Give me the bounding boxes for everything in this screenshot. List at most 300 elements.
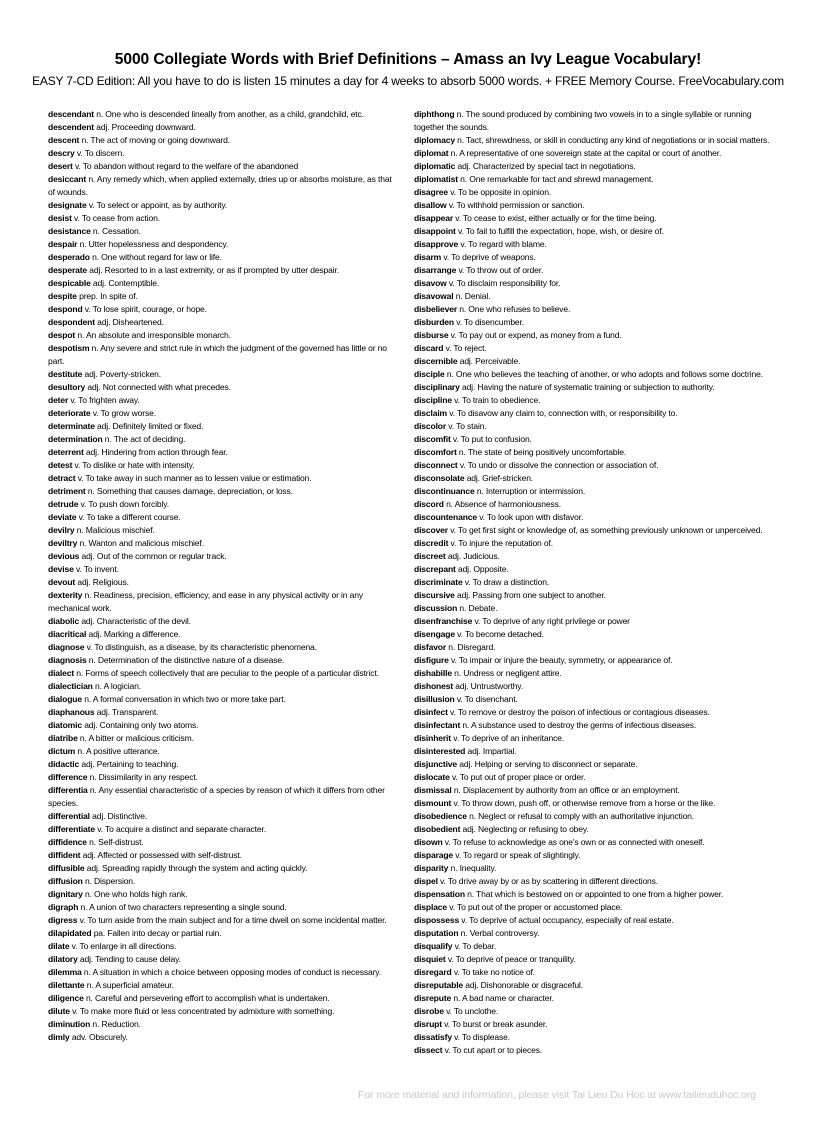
glossary-entry (414, 810, 770, 823)
entry-term: despite (48, 291, 77, 301)
entry-definition: v. To grow worse. (92, 408, 156, 418)
entry-term: designate (48, 200, 87, 210)
entry-definition: v. To cease to exist, either actually or for the time being. (455, 213, 657, 223)
entry-definition: v. To draw a distinction. (464, 577, 550, 587)
entry-definition: n. The state of being positively uncomfortable. (458, 447, 627, 457)
entry-definition: v. To disclaim responsibility for. (448, 278, 561, 288)
entry-term: despot (48, 330, 76, 340)
entry-term: disagree (414, 187, 448, 197)
entry-definition: v. To remove or destroy the poison of infectious or contagious diseases. (450, 707, 710, 717)
glossary-entry (414, 459, 770, 472)
glossary-entry (414, 771, 770, 784)
entry-term: disfigure (414, 655, 449, 665)
entry-term: detest (48, 460, 73, 470)
glossary-entry (48, 472, 398, 485)
entry-definition: n. The sound produced by combining two vowels in to a single syllable or running together the sounds. (414, 109, 752, 132)
entry-definition: v. To debar. (454, 941, 497, 951)
glossary-entry (414, 264, 770, 277)
entry-definition: adj. Affected or possessed with self-distrust. (82, 850, 242, 860)
glossary-entry (414, 953, 770, 966)
entry-term: detract (48, 473, 76, 483)
entry-term: discard (414, 343, 444, 353)
entry-definition: adj. Disheartened. (97, 317, 164, 327)
entry-definition: n. Reduction. (92, 1019, 141, 1029)
entry-definition: adj. Impartial. (467, 746, 517, 756)
entry-term: despair (48, 239, 78, 249)
entry-term: discover (414, 525, 448, 535)
entry-term: dissatisfy (414, 1032, 452, 1042)
glossary-entry (48, 771, 398, 784)
entry-term: disrepute (414, 993, 452, 1003)
entry-definition: v. To withhold permission or sanction. (448, 200, 585, 210)
entry-term: descendent (48, 122, 94, 132)
entry-definition: n. Careful and persevering effort to accomplish what is undertaken. (85, 993, 330, 1003)
entry-definition: v. To take no notice of. (453, 967, 535, 977)
entry-term: discernible (414, 356, 458, 366)
entry-definition: n. Displacement by authority from an office or an employment. (453, 785, 680, 795)
entry-term: disjunctive (414, 759, 457, 769)
entry-definition: adj. Characterized by special tact in negotiations. (457, 161, 636, 171)
entry-term: desistance (48, 226, 91, 236)
glossary-entry (414, 875, 770, 888)
entry-term: disclaim (414, 408, 448, 418)
entry-term: diffident (48, 850, 81, 860)
entry-definition: v. To deprive of any right privilege or power (474, 616, 630, 626)
entry-term: deterrent (48, 447, 84, 457)
glossary-entry (48, 875, 398, 888)
glossary-entry (414, 784, 770, 797)
entry-term: desperate (48, 265, 88, 275)
entry-definition: v. To disencumber. (456, 317, 524, 327)
glossary-entry (414, 654, 770, 667)
entry-term: dispensation (414, 889, 465, 899)
entry-term: despotism (48, 343, 90, 353)
entry-definition: n. Interruption or intermission. (476, 486, 586, 496)
entry-definition: n. Any severe and strict rule in which the judgment of the governed has little or no part. (48, 343, 387, 366)
entry-term: devise (48, 564, 74, 574)
entry-term: disparage (414, 850, 454, 860)
entry-definition: n. Disregard. (448, 642, 496, 652)
entry-term: disappear (414, 213, 454, 223)
entry-definition: v. To undo or dissolve the connection or association of. (459, 460, 659, 470)
entry-definition: n. Absence of harmoniousness. (446, 499, 561, 509)
entry-term: disconsolate (414, 473, 465, 483)
entry-term: discomfort (414, 447, 457, 457)
entry-definition: n. Debate. (459, 603, 498, 613)
glossary-entry (414, 173, 770, 186)
entry-term: displace (414, 902, 448, 912)
entry-definition: v. To select or appoint, as by authority. (88, 200, 228, 210)
entry-term: discussion (414, 603, 458, 613)
entry-term: devious (48, 551, 80, 561)
glossary-entry (48, 381, 398, 394)
entry-definition: adj. Judicious. (447, 551, 500, 561)
entry-term: dilatory (48, 954, 78, 964)
entry-definition: adv. Obscurely. (71, 1032, 128, 1042)
entry-definition: adj. Having the nature of systematic training or subjection to authority. (461, 382, 715, 392)
entry-term: discrepant (414, 564, 456, 574)
entry-term: dismissal (414, 785, 452, 795)
entry-term: diacritical (48, 629, 87, 639)
entry-term: discreet (414, 551, 446, 561)
glossary-entry (48, 758, 398, 771)
glossary-entry (414, 1044, 770, 1057)
entry-term: discomfit (414, 434, 451, 444)
entry-term: dishabille (414, 668, 452, 678)
entry-term: devout (48, 577, 76, 587)
entry-definition: v. To impair or injure the beauty, symmetry, or appearance of. (450, 655, 673, 665)
entry-definition: v. To reject. (445, 343, 487, 353)
entry-definition: n. One without regard for law or life. (92, 252, 222, 262)
glossary-entry (48, 732, 398, 745)
page-subtitle: EASY 7-CD Edition: All you have to do is listen 15 minutes a day for 4 weeks to absorb 5000 words. + FREE Memory Course. FreeVocabulary.com (32, 74, 784, 88)
entry-term: diffidence (48, 837, 87, 847)
entry-term: disputation (414, 928, 459, 938)
glossary-entry (414, 602, 770, 615)
glossary-entry (48, 303, 398, 316)
glossary-entry (414, 667, 770, 680)
entry-definition: v. To put to confusion. (452, 434, 532, 444)
entry-term: disobedience (414, 811, 467, 821)
entry-definition: n. Self-distrust. (89, 837, 144, 847)
glossary-entry (48, 433, 398, 446)
entry-term: disregard (414, 967, 452, 977)
entry-term: disappoint (414, 226, 456, 236)
entry-definition: adj. Poverty-stricken. (84, 369, 161, 379)
entry-definition: n. Utter hopelessness and despondency. (79, 239, 229, 249)
entry-term: disinherit (414, 733, 451, 743)
entry-term: dilettante (48, 980, 85, 990)
glossary-entry (414, 589, 770, 602)
glossary-entry (48, 524, 398, 537)
glossary-entry (48, 927, 398, 940)
entry-term: disinfect (414, 707, 448, 717)
entry-term: disarrange (414, 265, 457, 275)
entry-term: dispossess (414, 915, 460, 925)
entry-term: desiccant (48, 174, 87, 184)
glossary-entry (414, 901, 770, 914)
glossary-entry (48, 719, 398, 732)
glossary-entry (48, 407, 398, 420)
entry-definition: adj. Proceeding downward. (96, 122, 196, 132)
glossary-entry (48, 901, 398, 914)
entry-definition: adj. Perceivable. (459, 356, 521, 366)
entry-term: disciplinary (414, 382, 460, 392)
glossary-entry (414, 1018, 770, 1031)
entry-definition: v. To cease from action. (74, 213, 160, 223)
glossary-entry (414, 940, 770, 953)
entry-definition: adj. Contemptible. (92, 278, 160, 288)
entry-definition: v. To put out of proper place or order. (451, 772, 586, 782)
entry-definition: n. A positive utterance. (77, 746, 160, 756)
entry-term: dialectician (48, 681, 93, 691)
entry-definition: v. To frighten away. (70, 395, 140, 405)
glossary-entry (414, 693, 770, 706)
glossary-entry (414, 732, 770, 745)
left-column (48, 108, 398, 1044)
entry-term: differentiate (48, 824, 95, 834)
glossary-entry (414, 550, 770, 563)
glossary-entry (414, 862, 770, 875)
entry-term: discolor (414, 421, 447, 431)
glossary-entry (414, 797, 770, 810)
glossary-entry (48, 849, 398, 862)
entry-definition: adj. Not connected with what precedes. (87, 382, 231, 392)
glossary-entry (48, 251, 398, 264)
glossary-entry (48, 290, 398, 303)
glossary-entry (414, 563, 770, 576)
glossary-entry (414, 316, 770, 329)
glossary-entry (48, 550, 398, 563)
glossary-entry (48, 823, 398, 836)
entry-definition: adj. Neglecting or refusing to obey. (462, 824, 589, 834)
entry-definition: n. One who holds high rank. (84, 889, 188, 899)
entry-term: disenfranchise (414, 616, 473, 626)
entry-definition: v. To distinguish, as a disease, by its characteristic phenomena. (86, 642, 317, 652)
entry-definition: prep. In spite of. (79, 291, 138, 301)
entry-definition: n. Readiness, precision, efficiency, and ease in any physical activity or in any mechanical work. (48, 590, 363, 613)
glossary-entry (414, 758, 770, 771)
entry-term: diplomatic (414, 161, 456, 171)
glossary-entry (48, 745, 398, 758)
glossary-entry (414, 329, 770, 342)
glossary-entry (48, 836, 398, 849)
glossary-entry (414, 745, 770, 758)
glossary-entry (414, 303, 770, 316)
entry-definition: v. To deprive of peace or tranquility. (447, 954, 576, 964)
entry-definition: adj. Tending to cause delay. (79, 954, 181, 964)
entry-term: dictum (48, 746, 76, 756)
entry-term: descent (48, 135, 80, 145)
entry-term: digraph (48, 902, 79, 912)
entry-term: deteriorate (48, 408, 91, 418)
entry-definition: v. To take a different course. (78, 512, 181, 522)
entry-definition: adj. Spreading rapidly through the system and acting quickly. (86, 863, 308, 873)
glossary-entry (414, 524, 770, 537)
entry-definition: adj. Resorted to in a last extremity, or as if prompted by utter despair. (89, 265, 339, 275)
glossary-entry (48, 1018, 398, 1031)
entry-term: disciple (414, 369, 445, 379)
glossary-entry (48, 888, 398, 901)
entry-definition: adj. Hindering from action through fear. (85, 447, 228, 457)
entry-term: destitute (48, 369, 83, 379)
glossary-entry (48, 914, 398, 927)
entry-term: dissect (414, 1045, 443, 1055)
entry-definition: n. A substance used to destroy the germs of infectious diseases. (462, 720, 697, 730)
page-title: 5000 Collegiate Words with Brief Definitions – Amass an Ivy League Vocabulary! (114, 51, 702, 68)
glossary-entry (48, 563, 398, 576)
glossary-entry (48, 537, 398, 550)
entry-definition: v. To be opposite in opinion. (450, 187, 552, 197)
entry-term: deviate (48, 512, 77, 522)
glossary-entry (414, 1031, 770, 1044)
entry-term: discord (414, 499, 444, 509)
glossary-entry (48, 498, 398, 511)
glossary-entry (48, 862, 398, 875)
glossary-entry (414, 992, 770, 1005)
entry-definition: n. Malicious mischief. (76, 525, 155, 535)
glossary-entry (48, 667, 398, 680)
glossary-entry (414, 641, 770, 654)
entry-term: diffusible (48, 863, 85, 873)
glossary-entry (414, 199, 770, 212)
entry-term: discursive (414, 590, 455, 600)
entry-term: diabolic (48, 616, 80, 626)
entry-term: disallow (414, 200, 447, 210)
glossary-entry (414, 576, 770, 589)
entry-definition: n. A situation in which a choice between opposing modes of conduct is necessary. (83, 967, 382, 977)
glossary-entry (48, 706, 398, 719)
entry-definition: v. To stain. (448, 421, 487, 431)
entry-term: discountenance (414, 512, 477, 522)
entry-definition: n. Undress or negligent attire. (454, 668, 562, 678)
glossary-entry (48, 121, 398, 134)
glossary-entry (48, 368, 398, 381)
entry-definition: v. To lose spirit, courage, or hope. (84, 304, 207, 314)
glossary-entry (48, 485, 398, 498)
entry-term: disburden (414, 317, 454, 327)
glossary-entry (414, 342, 770, 355)
glossary-entry (48, 264, 398, 277)
entry-definition: v. To train to obedience. (454, 395, 541, 405)
entry-term: descry (48, 148, 75, 158)
entry-term: digress (48, 915, 78, 925)
entry-term: disfavor (414, 642, 447, 652)
entry-term: diaphanous (48, 707, 95, 717)
glossary-entry (414, 251, 770, 264)
entry-definition: adj. Characteristic of the devil. (81, 616, 191, 626)
entry-definition: n. One who refuses to believe. (459, 304, 571, 314)
entry-term: deter (48, 395, 69, 405)
entry-definition: v. To cut apart or to pieces. (444, 1045, 543, 1055)
glossary-entry (48, 342, 398, 368)
glossary-entry (48, 693, 398, 706)
glossary-entry (414, 615, 770, 628)
entry-definition: v. To regard with blame. (460, 239, 547, 249)
entry-term: detriment (48, 486, 86, 496)
entry-term: discredit (414, 538, 449, 548)
entry-term: disarm (414, 252, 442, 262)
entry-term: diplomat (414, 148, 449, 158)
glossary-entry (414, 394, 770, 407)
footer-note: For more material and information, please visit Tai Lieu Du Hoc at www.tailieuduhoc.org (358, 1089, 756, 1101)
entry-term: despondent (48, 317, 95, 327)
glossary-entry (414, 277, 770, 290)
entry-definition: v. To disenchant. (456, 694, 518, 704)
glossary-entry (414, 719, 770, 732)
entry-term: diminution (48, 1019, 91, 1029)
entry-definition: v. To put out of the proper or accustomed place. (449, 902, 623, 912)
entry-definition: n. One who is descended lineally from another, as a child, grandchild, etc. (96, 109, 364, 119)
entry-term: diplomacy (414, 135, 455, 145)
entry-definition: v. To drive away by or as by scattering in different directions. (440, 876, 658, 886)
glossary-entry (48, 394, 398, 407)
glossary-entry (414, 472, 770, 485)
entry-definition: n. A formal conversation in which two or more take part. (84, 694, 286, 704)
entry-definition: n. Something that causes damage, depreciation, or loss. (87, 486, 293, 496)
glossary-entry (414, 498, 770, 511)
glossary-entry (48, 810, 398, 823)
glossary-entry (48, 1031, 398, 1044)
entry-definition: v. To acquire a distinct and separate character. (97, 824, 266, 834)
glossary-entry (414, 888, 770, 901)
entry-term: dishonest (414, 681, 454, 691)
entry-definition: n. The act of moving or going downward. (81, 135, 230, 145)
entry-term: dialect (48, 668, 75, 678)
entry-definition: n. Inequality. (450, 863, 497, 873)
entry-definition: adj. Dishonorable or disgraceful. (465, 980, 583, 990)
entry-definition: v. To deprive of actual occupancy, especially of real estate. (461, 915, 674, 925)
entry-definition: adj. Pertaining to teaching. (81, 759, 179, 769)
entry-definition: n. The act of deciding. (104, 434, 186, 444)
entry-definition: n. A bitter or malicious criticism. (79, 733, 194, 743)
entry-term: disapprove (414, 239, 459, 249)
entry-term: disburse (414, 330, 449, 340)
glossary-entry (48, 160, 398, 173)
entry-definition: v. To throw down, push off, or otherwise remove from a horse or the like. (453, 798, 716, 808)
glossary-entry (48, 576, 398, 589)
glossary-entry (414, 134, 770, 147)
glossary-entry (48, 979, 398, 992)
glossary-entry (48, 108, 398, 121)
entry-definition: n. Cessation. (92, 226, 141, 236)
entry-definition: n. A logician. (95, 681, 141, 691)
glossary-entry (48, 147, 398, 160)
entry-term: dignitary (48, 889, 83, 899)
glossary-entry (48, 329, 398, 342)
entry-term: diplomatist (414, 174, 458, 184)
entry-term: disillusion (414, 694, 455, 704)
entry-definition: v. To refuse to acknowledge as one's own or as connected with oneself. (444, 837, 705, 847)
glossary-entry (48, 940, 398, 953)
entry-term: dialogue (48, 694, 82, 704)
entry-term: differential (48, 811, 90, 821)
entry-definition: adj. Out of the common or regular track. (81, 551, 227, 561)
glossary-entry (48, 628, 398, 641)
entry-term: dimly (48, 1032, 70, 1042)
entry-term: descendant (48, 109, 94, 119)
entry-definition: v. To push down forcibly. (80, 499, 169, 509)
glossary-entry (414, 966, 770, 979)
glossary-entry (48, 784, 398, 810)
entry-definition: v. To regard or speak of slightingly. (455, 850, 581, 860)
entry-term: diatribe (48, 733, 78, 743)
entry-definition: v. To deprive of an inheritance. (453, 733, 565, 743)
glossary-entry (414, 914, 770, 927)
glossary-entry (414, 290, 770, 303)
entry-definition: n. That which is bestowed on or appointed to one from a higher power. (467, 889, 724, 899)
glossary-entry (48, 615, 398, 628)
entry-term: diagnosis (48, 655, 87, 665)
entry-definition: n. A representative of one sovereign state at the capital or court of another. (450, 148, 722, 158)
entry-definition: n. Forms of speech collectively that are peculiar to the people of a particular district. (76, 668, 379, 678)
glossary-entry (414, 537, 770, 550)
entry-definition: v. To abandon without regard to the welfare of the abandoned (75, 161, 299, 171)
entry-definition: n. Neglect or refusal to comply with an authoritative injunction. (469, 811, 694, 821)
glossary-entry (48, 680, 398, 693)
glossary-entry (48, 511, 398, 524)
glossary-entry (48, 173, 398, 199)
entry-definition: v. To displease. (454, 1032, 510, 1042)
entry-term: discipline (414, 395, 452, 405)
glossary-entry (48, 654, 398, 667)
entry-definition: n. Dissimilarity in any respect. (89, 772, 198, 782)
glossary-entry (48, 446, 398, 459)
entry-definition: v. To become detached. (457, 629, 544, 639)
glossary-entry (414, 446, 770, 459)
entry-term: dismount (414, 798, 452, 808)
glossary-entry (414, 979, 770, 992)
